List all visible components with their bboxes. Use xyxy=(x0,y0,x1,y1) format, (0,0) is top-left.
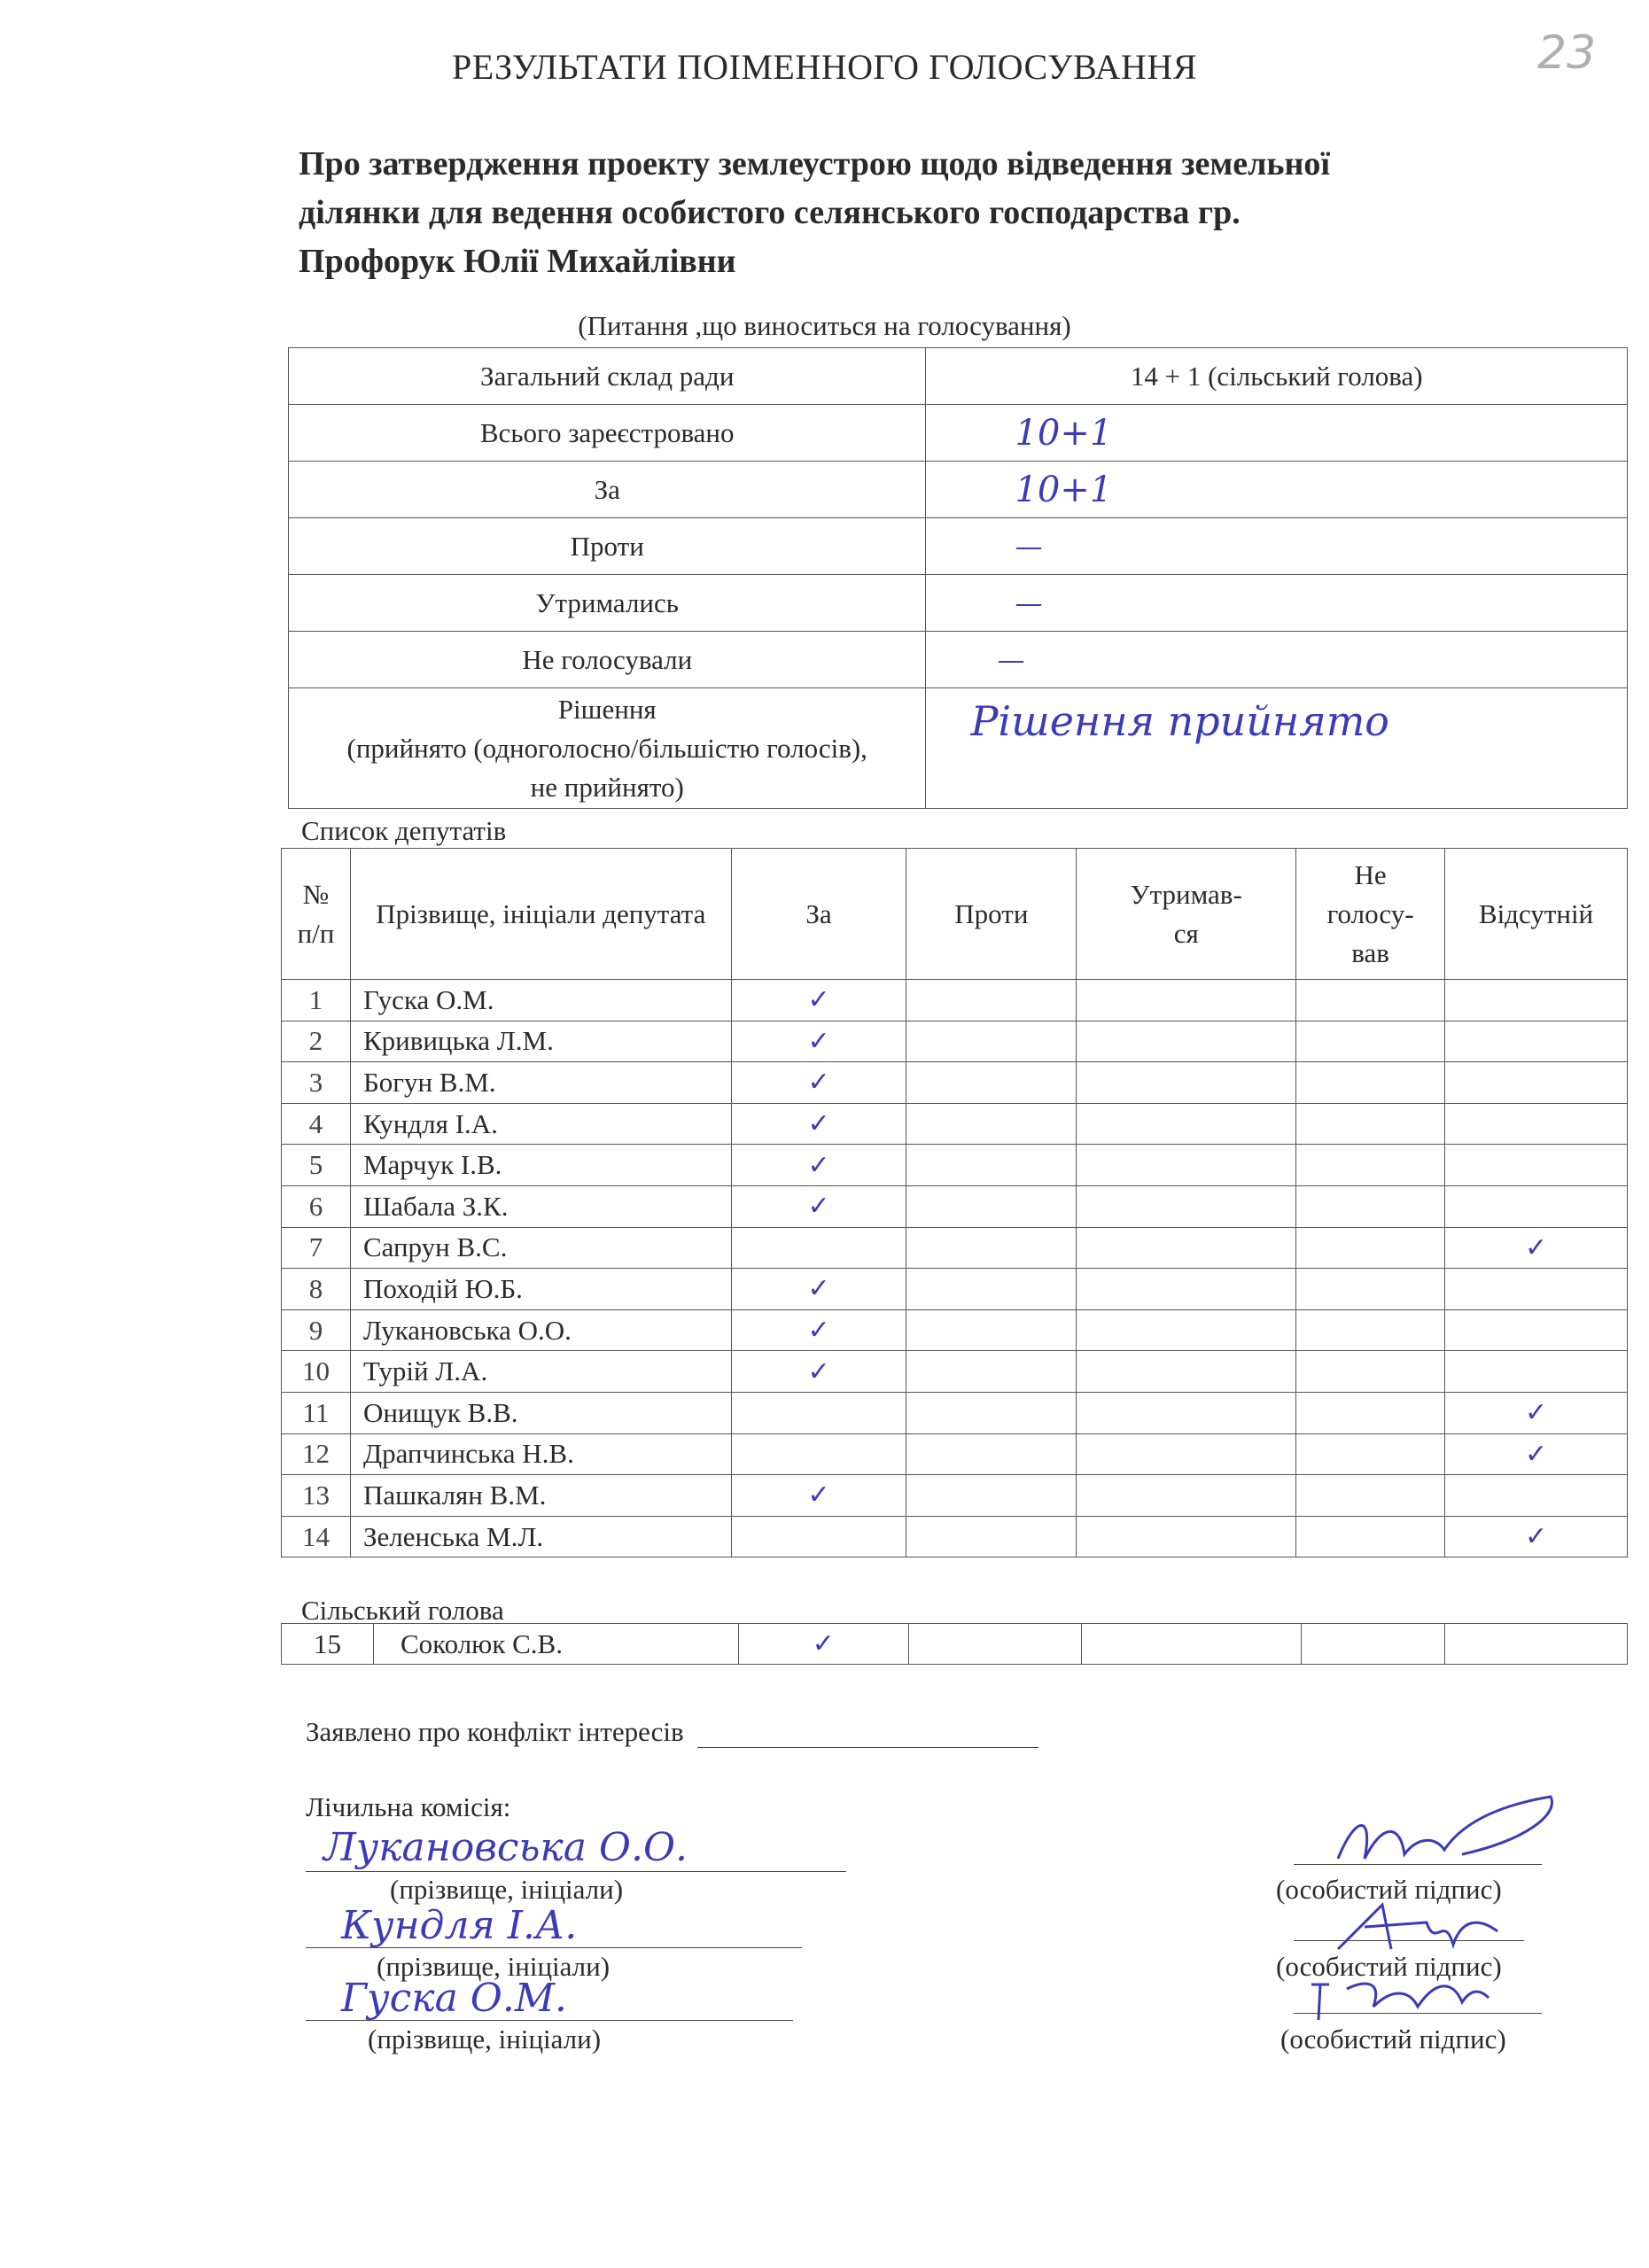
table-row xyxy=(282,1392,1628,1433)
vote-not-voted xyxy=(1296,1433,1445,1475)
vote-for: ✓ xyxy=(731,1062,906,1104)
summary-label: Загальний склад ради xyxy=(289,348,926,405)
vote-against xyxy=(906,980,1077,1021)
vote-not-voted xyxy=(1296,980,1445,1021)
vote-for: ✓ xyxy=(731,1185,906,1227)
question-subject: Про затвердження проекту землеустрою щодо відведення земельної ділянки для ведення особистого селянського господарства гр. Профорук Юлії Михайлівни xyxy=(299,145,1330,280)
vote-abstained xyxy=(1077,1392,1296,1433)
vote-abstained xyxy=(1077,1021,1296,1062)
summary-value-abstained: — xyxy=(926,575,1628,632)
decision-label-line: не прийнято) xyxy=(530,771,684,803)
vote-abstained xyxy=(1077,1475,1296,1517)
deputy-num: 13 xyxy=(282,1475,351,1517)
head-name: Соколюк С.В. xyxy=(373,1624,738,1665)
deputies-label: Список депутатів xyxy=(301,815,507,846)
vote-against xyxy=(906,1475,1077,1517)
vote-abstained xyxy=(1077,1269,1296,1310)
deputy-num: 4 xyxy=(282,1103,351,1145)
header-for: За xyxy=(731,849,906,980)
deputies-rows xyxy=(282,980,1628,1557)
vote-abstained xyxy=(1077,1351,1296,1393)
vote-absent xyxy=(1445,1309,1628,1351)
vote-not-voted xyxy=(1296,1351,1445,1393)
summary-label: Проти xyxy=(289,518,926,575)
header-num xyxy=(282,849,351,980)
table-row xyxy=(282,1516,1628,1557)
deputy-num: 9 xyxy=(282,1309,351,1351)
vote-for: ✓ xyxy=(731,1269,906,1310)
commission-name-3: Гуска О.М. xyxy=(306,1976,793,2021)
decision-label xyxy=(289,688,926,809)
summary-label: За xyxy=(289,462,926,518)
vote-not-voted xyxy=(1296,1145,1445,1186)
summary-value-registered: 10+1 xyxy=(926,405,1628,462)
vote-abstained xyxy=(1077,1227,1296,1269)
vote-not-voted xyxy=(1296,1516,1445,1557)
vote-not-voted xyxy=(1296,1227,1445,1269)
commission-sign-caption-1: (особистий підпис) xyxy=(1276,1874,1502,1905)
page-title: РЕЗУЛЬТАТИ ПОІМЕННОГО ГОЛОСУВАННЯ xyxy=(451,47,1197,87)
deputy-num: 11 xyxy=(282,1392,351,1433)
deputy-name: Лукановська О.О. xyxy=(350,1309,731,1351)
vote-abstained xyxy=(1077,1185,1296,1227)
decision-label-line: (прийнято (одноголосно/більшістю голосів), xyxy=(346,732,867,764)
vote-absent: ✓ xyxy=(1445,1227,1628,1269)
vote-against xyxy=(906,1062,1077,1104)
table-row xyxy=(282,1103,1628,1145)
head-num: 15 xyxy=(282,1624,374,1665)
table-row xyxy=(282,1185,1628,1227)
signature-2 xyxy=(1329,1896,1524,1967)
vote-abstained xyxy=(1077,1309,1296,1351)
deputy-name: Пашкалян В.М. xyxy=(350,1475,731,1517)
conflict-label xyxy=(306,1716,1038,1748)
table-row xyxy=(282,1309,1628,1351)
vote-for: ✓ xyxy=(731,1021,906,1062)
head-vote-not-voted xyxy=(1302,1624,1445,1665)
vote-against xyxy=(906,1516,1077,1557)
vote-for xyxy=(731,1433,906,1475)
head-vote-against xyxy=(908,1624,1082,1665)
vote-abstained xyxy=(1077,1145,1296,1186)
vote-abstained xyxy=(1077,1433,1296,1475)
deputy-num: 6 xyxy=(282,1185,351,1227)
summary-table xyxy=(288,347,1628,809)
vote-for: ✓ xyxy=(731,1475,906,1517)
deputy-name: Сапрун В.С. xyxy=(350,1227,731,1269)
decision-label-line: Рішення xyxy=(557,693,657,725)
summary-label: Всього зареєстровано xyxy=(289,405,926,462)
deputy-num: 5 xyxy=(282,1145,351,1186)
summary-value: 14 + 1 (сільський голова) xyxy=(926,348,1628,405)
header-not-voted-line: вав xyxy=(1351,936,1389,968)
signature-3 xyxy=(1303,1971,1497,2033)
table-row xyxy=(282,1145,1628,1186)
deputy-name: Богун В.М. xyxy=(350,1062,731,1104)
vote-for: ✓ xyxy=(731,1103,906,1145)
header-num-line: № xyxy=(302,878,330,910)
header-not-voted-line: Не xyxy=(1354,858,1387,890)
vote-absent xyxy=(1445,1021,1628,1062)
question-caption: (Питання ,що виноситься на голосування) xyxy=(578,310,1071,341)
deputy-name: Кундля І.А. xyxy=(350,1103,731,1145)
vote-absent xyxy=(1445,980,1628,1021)
header-abstained xyxy=(1077,849,1296,980)
conflict-blank-line xyxy=(697,1722,1038,1748)
table-row xyxy=(282,980,1628,1021)
vote-against xyxy=(906,1227,1077,1269)
head-table xyxy=(281,1623,1628,1665)
summary-value-not-voted: — xyxy=(926,632,1628,688)
decision-value: Рішення прийнято xyxy=(926,688,1628,809)
summary-label: Утримались xyxy=(289,575,926,632)
deputy-num: 12 xyxy=(282,1433,351,1475)
header-absent: Відсутній xyxy=(1445,849,1628,980)
vote-for xyxy=(731,1392,906,1433)
summary-value-for: 10+1 xyxy=(926,462,1628,518)
deputy-num: 7 xyxy=(282,1227,351,1269)
commission-sign-caption-2: (особистий підпис) xyxy=(1276,1951,1502,1982)
deputy-name: Марчук І.В. xyxy=(350,1145,731,1186)
vote-not-voted xyxy=(1296,1062,1445,1104)
head-vote-absent xyxy=(1445,1624,1628,1665)
vote-against xyxy=(906,1103,1077,1145)
vote-not-voted xyxy=(1296,1103,1445,1145)
deputy-name: Драпчинська Н.В. xyxy=(350,1433,731,1475)
vote-against xyxy=(906,1021,1077,1062)
header-not-voted xyxy=(1296,849,1445,980)
summary-value-against: — xyxy=(926,518,1628,575)
header-abstained-line: ся xyxy=(1173,917,1199,949)
commission-name-caption-1: (прізвище, ініціали) xyxy=(390,1874,624,1905)
vote-not-voted xyxy=(1296,1392,1445,1433)
commission-name-2: Кундля І.А. xyxy=(306,1903,802,1948)
table-row xyxy=(282,1433,1628,1475)
vote-for: ✓ xyxy=(731,1309,906,1351)
vote-not-voted xyxy=(1296,1021,1445,1062)
signature-1 xyxy=(1320,1788,1586,1876)
header-abstained-line: Утримав- xyxy=(1130,878,1242,910)
header-num-line: п/п xyxy=(297,917,335,949)
deputy-num: 8 xyxy=(282,1269,351,1310)
vote-against xyxy=(906,1185,1077,1227)
table-row xyxy=(282,1227,1628,1269)
header-against: Проти xyxy=(906,849,1077,980)
commission-sign-caption-3: (особистий підпис) xyxy=(1280,2023,1506,2054)
vote-absent: ✓ xyxy=(1445,1433,1628,1475)
deputy-name: Шабала З.К. xyxy=(350,1185,731,1227)
deputy-name: Зеленська М.Л. xyxy=(350,1516,731,1557)
vote-absent: ✓ xyxy=(1445,1392,1628,1433)
vote-abstained xyxy=(1077,980,1296,1021)
commission-name-1: Лукановська О.О. xyxy=(306,1825,846,1872)
table-row xyxy=(282,1062,1628,1104)
deputy-num: 10 xyxy=(282,1351,351,1393)
deputy-name: Кривицька Л.М. xyxy=(350,1021,731,1062)
vote-abstained xyxy=(1077,1103,1296,1145)
deputy-name: Онищук В.В. xyxy=(350,1392,731,1433)
vote-absent xyxy=(1445,1145,1628,1186)
summary-label: Не голосували xyxy=(289,632,926,688)
header-not-voted-line: голосу- xyxy=(1326,897,1414,929)
commission-name-caption-2: (прізвище, ініціали) xyxy=(377,1951,611,1982)
vote-absent xyxy=(1445,1351,1628,1393)
table-row xyxy=(282,1269,1628,1310)
deputies-table xyxy=(281,848,1628,1557)
deputy-name: Турій Л.А. xyxy=(350,1351,731,1393)
deputy-num: 2 xyxy=(282,1021,351,1062)
vote-absent: ✓ xyxy=(1445,1516,1628,1557)
deputy-num: 14 xyxy=(282,1516,351,1557)
table-row xyxy=(282,1021,1628,1062)
vote-absent xyxy=(1445,1185,1628,1227)
vote-absent xyxy=(1445,1062,1628,1104)
deputy-num: 1 xyxy=(282,980,351,1021)
vote-not-voted xyxy=(1296,1475,1445,1517)
page-number: 23 xyxy=(1537,27,1597,80)
table-row xyxy=(282,1351,1628,1393)
vote-against xyxy=(906,1392,1077,1433)
vote-absent xyxy=(1445,1269,1628,1310)
vote-for xyxy=(731,1516,906,1557)
vote-absent xyxy=(1445,1475,1628,1517)
vote-against xyxy=(906,1351,1077,1393)
vote-for: ✓ xyxy=(731,1145,906,1186)
vote-not-voted xyxy=(1296,1185,1445,1227)
table-row xyxy=(282,1475,1628,1517)
vote-for xyxy=(731,1227,906,1269)
vote-against xyxy=(906,1269,1077,1310)
vote-for: ✓ xyxy=(731,1351,906,1393)
head-label: Сільський голова xyxy=(301,1595,504,1626)
vote-abstained xyxy=(1077,1516,1296,1557)
header-name: Прізвище, ініціали депутата xyxy=(350,849,731,980)
deputy-name: Походій Ю.Б. xyxy=(350,1269,731,1310)
head-vote-for: ✓ xyxy=(738,1624,908,1665)
commission-label: Лічильна комісія: xyxy=(306,1791,511,1822)
vote-against xyxy=(906,1145,1077,1186)
vote-against xyxy=(906,1433,1077,1475)
deputy-num: 3 xyxy=(282,1062,351,1104)
conflict-label-text: Заявлено про конфлікт інтересів xyxy=(306,1716,684,1747)
vote-absent xyxy=(1445,1103,1628,1145)
deputy-name: Гуска О.М. xyxy=(350,980,731,1021)
vote-for: ✓ xyxy=(731,980,906,1021)
vote-not-voted xyxy=(1296,1269,1445,1310)
vote-abstained xyxy=(1077,1062,1296,1104)
commission-name-caption-3: (прізвище, ініціали) xyxy=(368,2023,602,2054)
vote-against xyxy=(906,1309,1077,1351)
vote-not-voted xyxy=(1296,1309,1445,1351)
head-vote-abstained xyxy=(1082,1624,1302,1665)
